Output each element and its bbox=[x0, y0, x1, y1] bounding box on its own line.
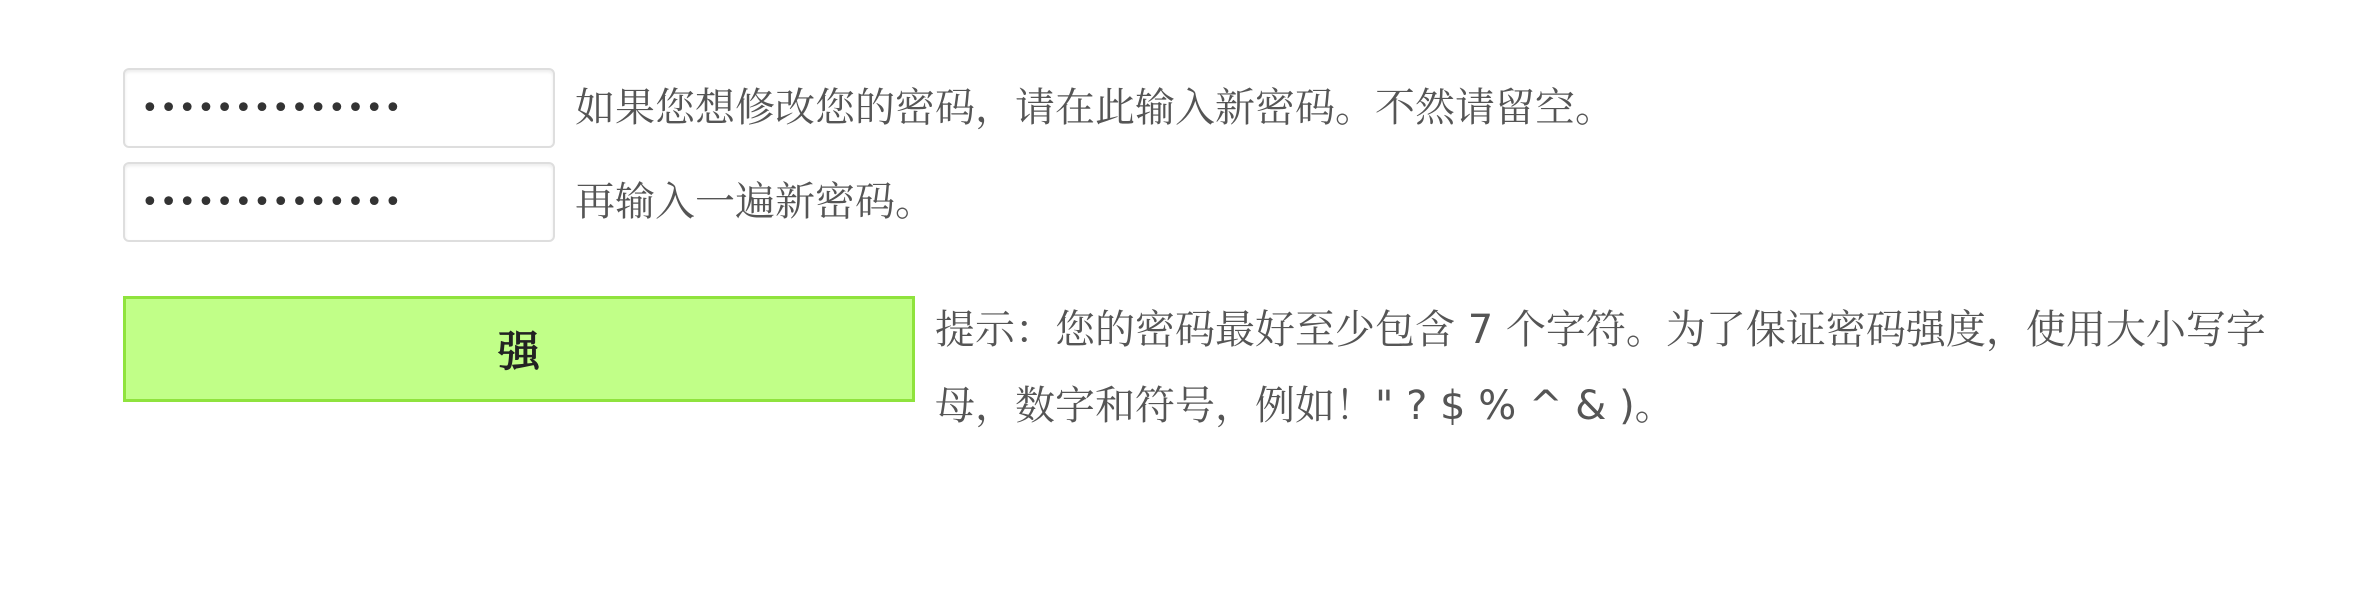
confirm-password-description: 再输入一遍新密码。 bbox=[575, 179, 935, 225]
new-password-row bbox=[123, 68, 1615, 148]
new-password-description: 如果您想修改您的密码，请在此输入新密码。不然请留空。 bbox=[575, 85, 1615, 131]
password-hint: 提示：您的密码最好至少包含 7 个字符。为了保证密码强度，使用大小写字母，数字和符号，例如！" ? $ % ^ & )。 bbox=[935, 307, 2266, 429]
new-password-input[interactable] bbox=[123, 68, 555, 148]
password-strength-indicator: 强 bbox=[123, 296, 915, 402]
confirm-password-input[interactable] bbox=[123, 162, 555, 242]
confirm-password-row bbox=[123, 162, 935, 242]
